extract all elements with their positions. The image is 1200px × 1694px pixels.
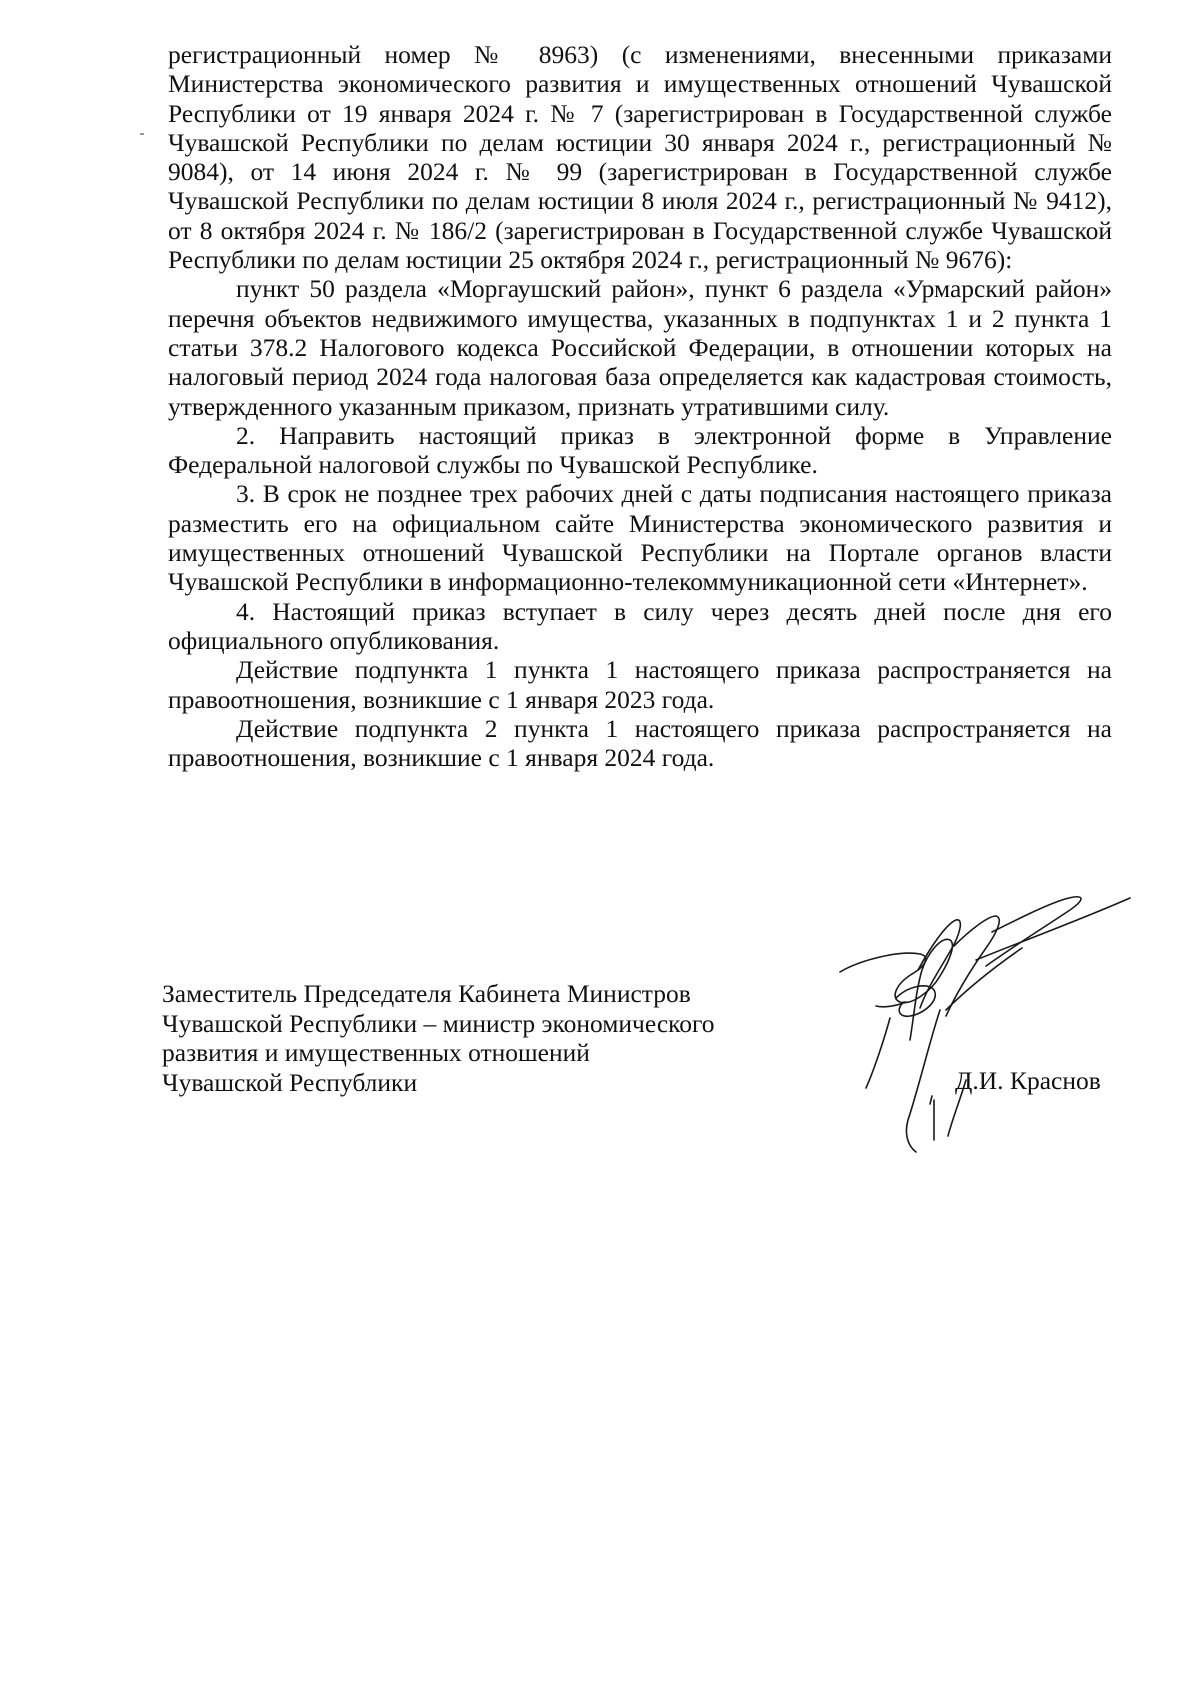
signatory-position xyxy=(162,979,762,1097)
paragraph-preamble-continuation: регистрационный номер № 8963) (с изменениями, внесенными приказами Министерства экономического развития и имущественных отношений Чувашской Республики от 19 января 2024 г. № 7 (зарегистрирован в Государственной службе Чувашской Республики по делам юстиции 30 января 2024 г., регистрационный № 9084), от 14 июня 2024 г. № 99 (зарегистрирован в Государственной службе Чувашской Республики по делам юстиции 8 июля 2024 г., регистрационный № 9412), от 8 октября 2024 г. № 186/2 (зарегистрирован в Государственной службе Чувашской Республики по делам юстиции 25 октября 2024 г., регистрационный № 9676): xyxy=(168,40,1112,275)
document-body xyxy=(168,40,1112,772)
signatory-position-line: Заместитель Председателя Кабинета Министров xyxy=(162,979,691,1008)
paragraph-revocation-item: пункт 50 раздела «Моргаушский район», пункт 6 раздела «Урмарский район» перечня объектов недвижимого имущества, указанных в подпунктах 1 и 2 пункта 1 статьи 378.2 Налогового кодекса Российской Федерации, в отношении которых на налоговый период 2024 года налоговая база определяется как кадастровая стоимость, утвержденного указанным приказом, признать утратившими силу. xyxy=(168,274,1112,421)
signer-name: Д.И. Краснов xyxy=(955,1066,1101,1095)
handwritten-signature-icon xyxy=(800,890,1160,1160)
paragraph-effect-subitem-2: Действие подпункта 2 пункта 1 настоящего приказа распространяется на правоотношения, возникшие с 1 января 2024 года. xyxy=(168,713,1112,773)
paragraph-item-2: 2. Направить настоящий приказ в электронной форме в Управление Федеральной налоговой службы по Чувашской Республике. xyxy=(168,420,1112,480)
paragraph-effect-subitem-1: Действие подпункта 1 пункта 1 настоящего приказа распространяется на правоотношения, возникшие с 1 января 2023 года. xyxy=(168,655,1112,714)
scan-artifact xyxy=(140,133,144,135)
signatory-position-line: Чувашской Республики – министр экономического xyxy=(162,1008,715,1038)
signatory-position-line: Чувашской Республики xyxy=(162,1067,418,1097)
paragraph-item-3: 3. В срок не позднее трех рабочих дней с даты подписания настоящего приказа разместить его на официальном сайте Министерства экономического развития и имущественных отношений Чувашской Республики на Портале органов власти Чувашской Республики в информационно-телекоммуникационной сети «Интернет». xyxy=(168,479,1112,597)
signatory-position-line: развития и имущественных отношений xyxy=(162,1038,590,1067)
paragraph-item-4: 4. Настоящий приказ вступает в силу через десять дней после дня его официального опубликования. xyxy=(168,596,1112,655)
